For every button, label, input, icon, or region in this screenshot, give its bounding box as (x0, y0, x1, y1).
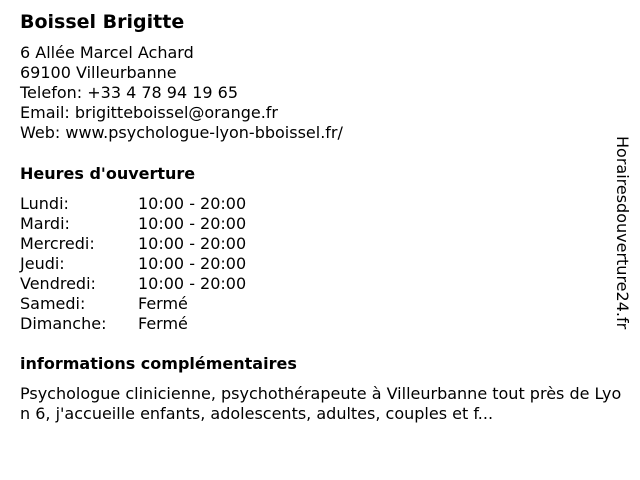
opening-hours-heading: Heures d'ouverture (20, 164, 196, 183)
phone-number: Telefon: +33 4 78 94 19 65 (20, 83, 239, 102)
hours-row-tuesday (20, 214, 246, 234)
day-label: Mardi: (20, 214, 70, 233)
street-address: 6 Allée Marcel Achard (20, 43, 194, 62)
day-hours: 10:00 - 20:00 (138, 194, 247, 213)
day-hours: 10:00 - 20:00 (138, 254, 247, 273)
hours-row-saturday (20, 294, 246, 314)
day-label: Mercredi: (20, 234, 95, 253)
hours-row-thursday (20, 254, 246, 274)
day-label: Samedi: (20, 294, 86, 313)
additional-info-heading: informations complémentaires (20, 354, 297, 373)
brand-text: Horairesdouverture24.fr (613, 136, 632, 330)
hours-row-monday (20, 194, 246, 214)
city-postal-code: 69100 Villeurbanne (20, 63, 177, 82)
day-label: Jeudi: (20, 254, 65, 273)
day-label: Lundi: (20, 194, 69, 213)
hours-row-sunday (20, 314, 246, 334)
opening-hours-table (20, 194, 246, 334)
day-hours: Fermé (138, 314, 188, 333)
day-hours: 10:00 - 20:00 (138, 274, 247, 293)
contact-block (20, 43, 343, 143)
website-address: Web: www.psychologue-lyon-bboissel.fr/ (20, 123, 343, 142)
day-label: Vendredi: (20, 274, 96, 293)
additional-info-text: Psychologue clinicienne, psychothérapeute à Villeurbanne tout près de Lyon 6, j'accueille enfants, adolescents, adultes, couples et f... (20, 384, 622, 423)
business-name: Boissel Brigitte (20, 11, 185, 33)
email-address: Email: brigitteboissel@orange.fr (20, 103, 278, 122)
day-hours: 10:00 - 20:00 (138, 214, 247, 233)
brand-watermark (612, 136, 632, 376)
day-label: Dimanche: (20, 314, 107, 333)
day-hours: 10:00 - 20:00 (138, 234, 247, 253)
hours-row-wednesday (20, 234, 246, 254)
day-hours: Fermé (138, 294, 188, 313)
hours-row-friday (20, 274, 246, 294)
